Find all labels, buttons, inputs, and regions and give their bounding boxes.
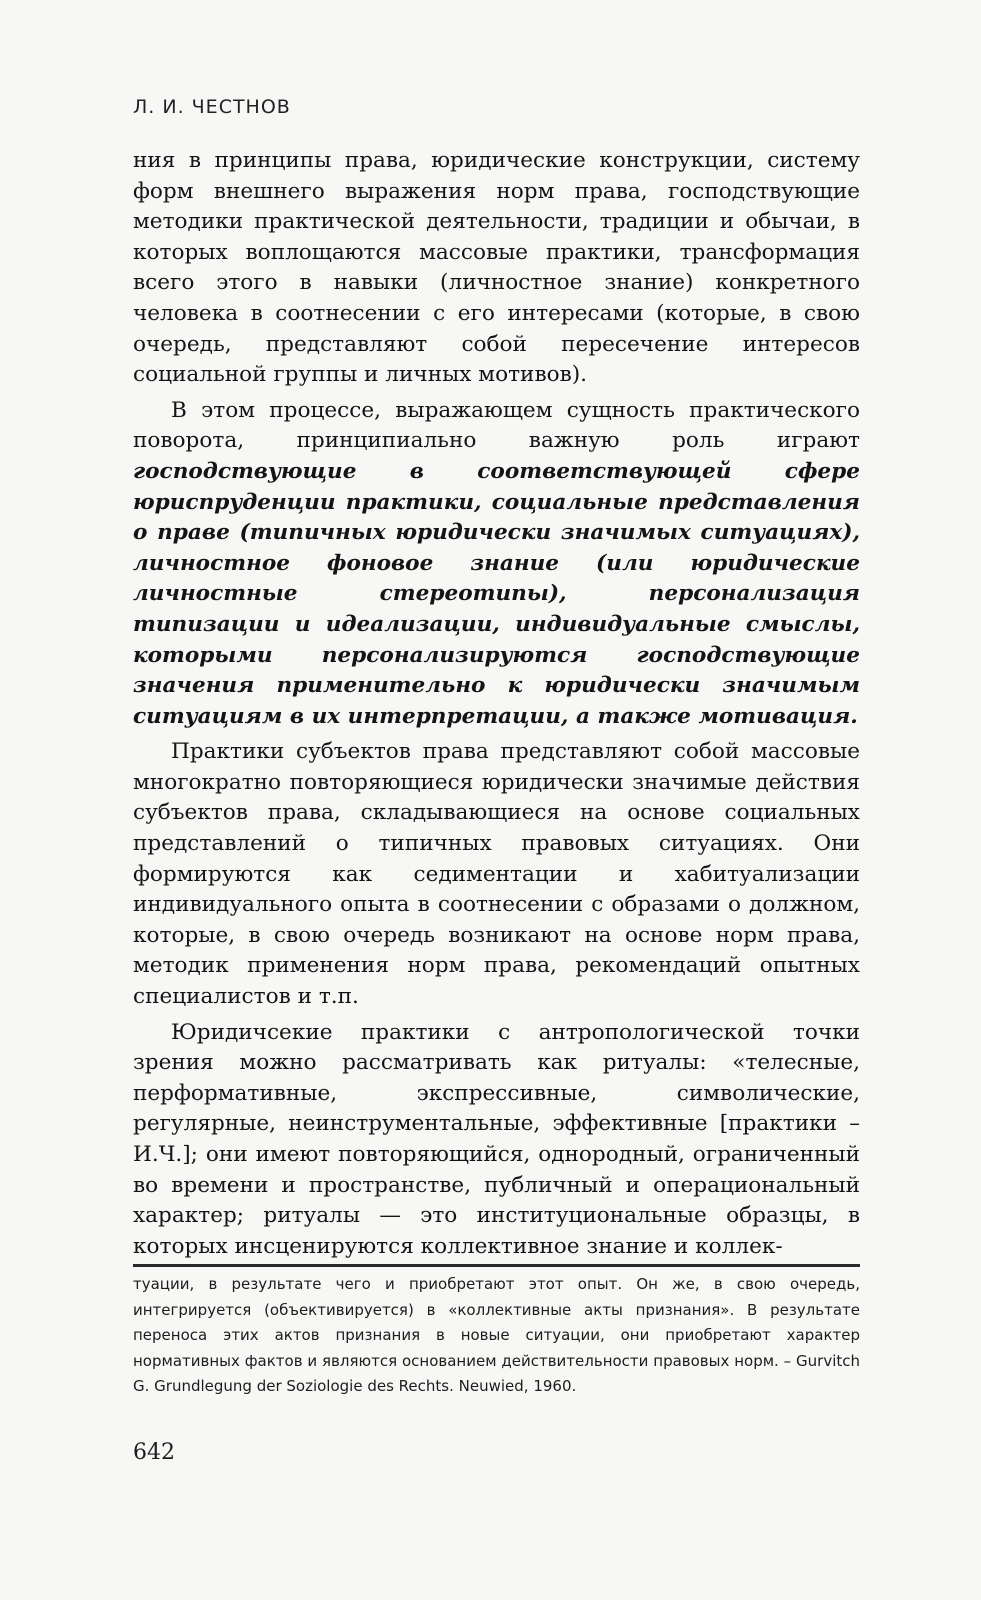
paragraph-3: Практики субъектов права представляют собой массовые многократно повторяющиеся юридически значимые действия субъектов права, складывающиеся на основе социальных представлений о типичных правовых ситуациях. Они формируются как седиментации и хабитуализации индивидуального опыта в соотнесении с образами о должном, которые, в свою очередь возникают на основе норм права, методик применения норм права, рекомендаций опытных специалистов и т.п.	[133, 739, 860, 1010]
footnote-divider	[133, 1264, 860, 1267]
paragraph-1: ния в принципы права, юридические конструкции, систему форм внешнего выражения норм права, господствующие методики практической деятельности, традиции и обычаи, в которых воплощаются массовые практики, трансформация всего этого в навыки (личностное знание) конкретного человека в соотнесении с его интересами (которые, в свою очередь, представляют собой пересечение интересов социальной группы и личных мотивов).	[133, 148, 860, 388]
paragraph-2-emphasis: господствующие в соответствующей сфере юриспруденции практики, социальные представления о праве (типичных юридически значимых ситуациях), личностное фоновое знание (или юридические личностные стереотипы), персонализация типизации и идеализации, индивидуальные смыслы, которыми персонализируются господствующие значения применительно к юридически значимым ситуациям в их интерпретации, а также мотивация.	[133, 458, 860, 729]
main-text	[133, 146, 860, 1267]
footnote: туации, в результате чего и приобретают этот опыт. Он же, в свою очередь, интегрируется (объективируется) в «коллективные акты признания». В результате переноса этих актов признания в новые ситуации, они приобретают характер нормативных фактов и являются основанием действительности правовых норм. – Gurvitch G. Grundlegung der Soziologie des Rechts. Neuwied, 1960.	[133, 1275, 860, 1395]
paragraph-4: Юридичсекие практики с антропологической точки зрения можно рассматривать как ритуалы: «телесные, перформативные, экспрессивные, символические, регулярные, неинструментальные, эффективные [практики – И.Ч.]; они имеют повторяющийся, однородный, ограниченный во времени и пространстве, публичный и операциональный характер; ритуалы — это институциональные образцы, в которых инсценируются коллективное знание и коллек-	[133, 1019, 860, 1259]
paragraph-2-plain: В этом процессе, выражающем сущность практического поворота, принципиально важную роль играют	[133, 397, 860, 454]
page-number: 642	[133, 1440, 175, 1465]
running-head: Л. И. ЧЕСТНОВ	[133, 96, 291, 118]
paragraph-2	[133, 396, 860, 733]
